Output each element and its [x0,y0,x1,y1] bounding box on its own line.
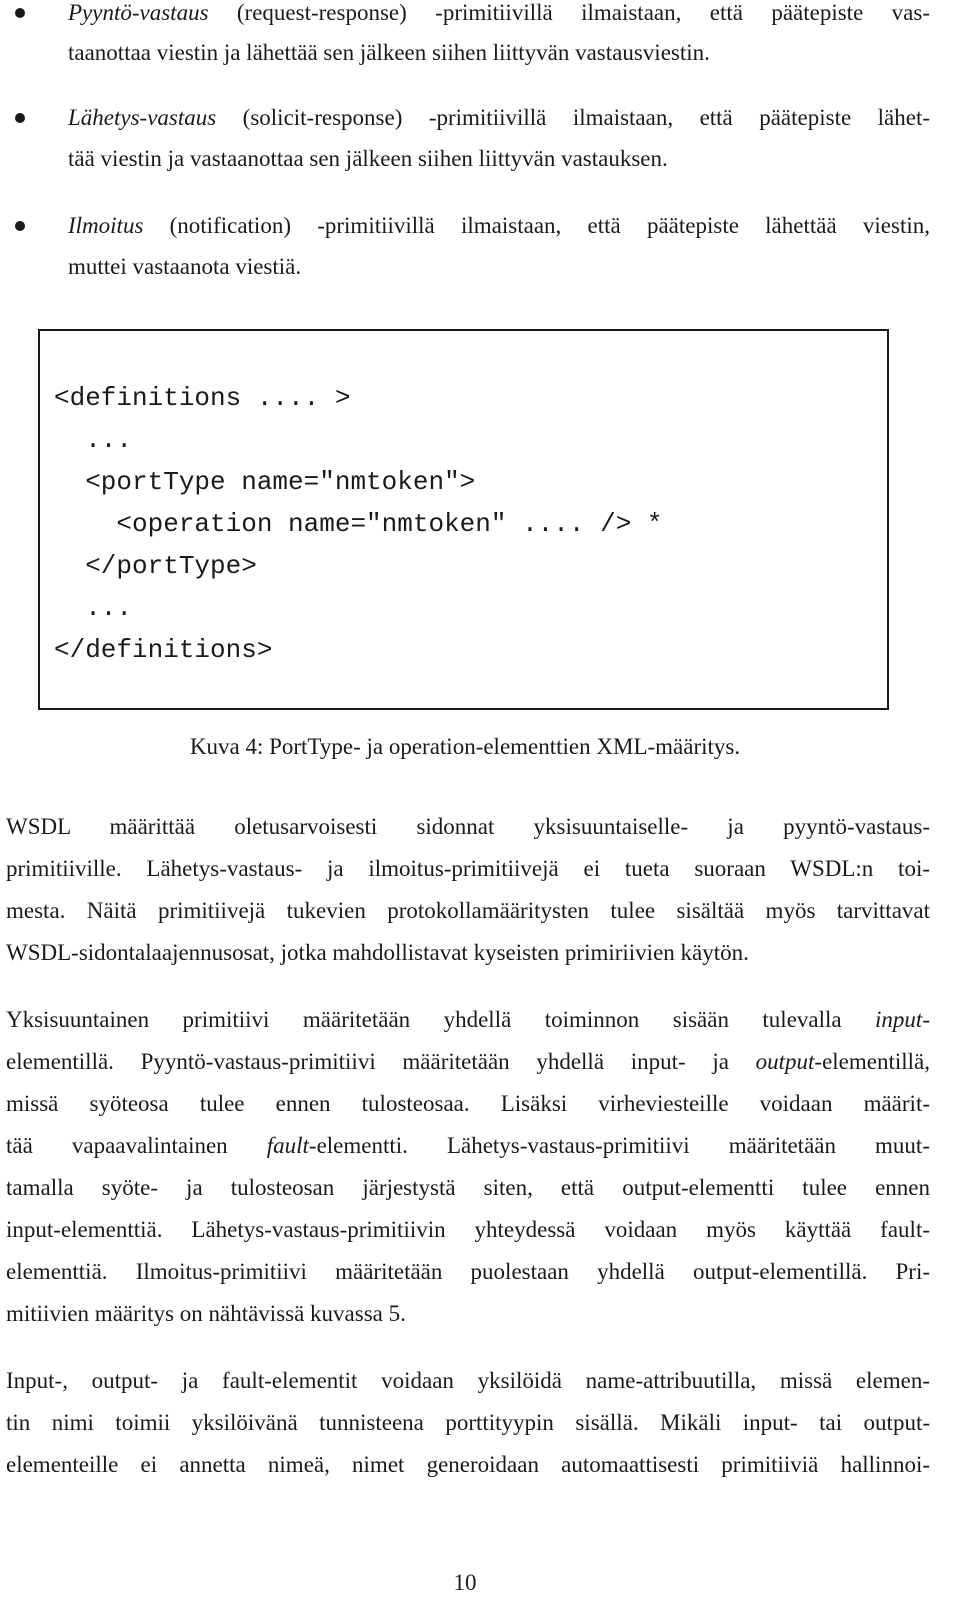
paragraph-line: elementtiä. Ilmoitus-primitiivi määritetään puolestaan yhdellä output-elementillä. Pri- [6,1259,930,1284]
bullet-text: (solicit-response) -primitiivillä ilmaistaan, että päätepiste lähet- [216,105,930,130]
page-number: 10 [453,1570,477,1595]
bullet-line: taanottaa viestin ja lähettää sen jälkeen siihen liittyvän vastausviestin. [68,40,710,65]
emphasis-input: input [875,1007,923,1032]
text-run: -elementillä, [814,1049,930,1074]
code-line: ... [54,425,133,455]
code-line: <definitions .... > [54,383,351,413]
code-line: </definitions> [54,635,273,665]
paragraph-line [6,1131,930,1161]
paragraph-line: mesta. Näitä primitiivejä tukevien protokollamääritysten tulee sisältää myös tarvittavat [6,898,930,923]
bullet-line: muttei vastaanota viestiä. [68,254,302,279]
paragraph-line: tamalla syöte- ja tulosteosan järjestystä siten, että output-elementti tulee ennen [6,1175,930,1200]
bullet-dot-icon [15,221,25,231]
paragraph-line: WSDL määrittää oletusarvoisesti sidonnat yksisuuntaiselle- ja pyyntö-vastaus- [6,814,930,839]
text-run: -elementti. Lähetys-vastaus-primitiivi määritetään muut- [308,1133,930,1158]
paragraph-line: missä syöteosa tulee ennen tulosteosaa. Lisäksi virheviesteille voidaan määrit- [6,1091,930,1116]
text-run: tää vapaavalintainen [6,1133,267,1158]
text-run: - [922,1007,930,1032]
code-line: </portType> [54,551,257,581]
paragraph-line: primitiiville. Lähetys-vastaus- ja ilmoitus-primitiivejä ei tueta suoraan WSDL:n toi- [6,856,930,881]
bullet-term: Ilmoitus [68,213,144,238]
bullet-dot-icon [15,8,25,18]
bullet-text: (notification) -primitiivillä ilmaistaan, että päätepiste lähettää viestin, [143,213,930,238]
paragraph-line: mitiivien määritys on nähtävissä kuvassa 5. [6,1301,406,1326]
paragraph-line: Input-, output- ja fault-elementit voidaan yksilöidä name-attribuutilla, missä elemen- [6,1368,930,1393]
emphasis-fault: fault [266,1133,309,1158]
paragraph-line: elementeille ei annetta nimeä, nimet generoidaan automaattisesti primitiiviä hallinnoi- [6,1452,930,1477]
code-line: ... [54,593,133,623]
figure-caption: Kuva 4: PortType- ja operation-elementtien XML-määritys. [189,734,741,759]
bullet-term: Lähetys-vastaus [68,105,217,130]
code-line: <portType name="nmtoken"> [54,467,476,497]
paragraph-line [6,1005,930,1035]
bullet-line [68,103,930,133]
code-figure-box [38,329,889,710]
text-run: Yksisuuntainen primitiivi määritetään yhdellä toiminnon sisään tulevalla [6,1007,876,1032]
paragraph-line: WSDL-sidontalaajennusosat, jotka mahdollistavat kyseisten primiriivien käytön. [6,940,749,965]
text-run: elementillä. Pyyntö-vastaus-primitiivi määritetään yhdellä input- ja [6,1049,756,1074]
paragraph-line: tin nimi toimii yksilöivänä tunnisteena porttityypin sisällä. Mikäli input- tai output- [6,1410,930,1435]
bullet-line: tää viestin ja vastaanottaa sen jälkeen siihen liittyvän vastauksen. [68,146,668,171]
paragraph-line [6,1047,930,1077]
emphasis-output: output [755,1049,815,1074]
bullet-term: Pyyntö-vastaus [68,0,209,25]
code-line: <operation name="nmtoken" .... /> * [54,509,663,539]
bullet-line [68,211,930,241]
bullet-dot-icon [15,113,25,123]
bullet-text: (request-response) -primitiivillä ilmaistaan, että päätepiste vas- [208,0,930,25]
paragraph-line: input-elementtiä. Lähetys-vastaus-primitiivin yhteydessä voidaan myös käyttää fault- [6,1217,930,1242]
bullet-line [68,0,930,28]
